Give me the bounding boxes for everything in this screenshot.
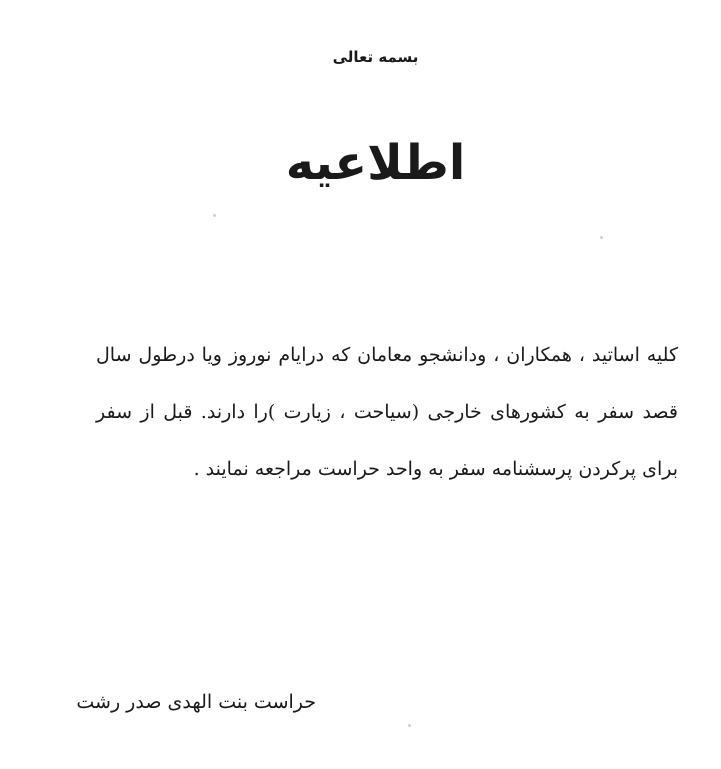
scan-speck xyxy=(600,236,603,239)
invocation-heading: بسمه تعالی xyxy=(332,48,419,66)
scan-speck xyxy=(408,724,411,727)
signature: حراست بنت الهدی صدر رشت xyxy=(76,691,316,713)
notice-body-line: قصد سفر به کشورهای خارجی (سیاحت ، زیارت )را دارند. قبل از سفر xyxy=(96,401,678,423)
notice-body xyxy=(96,336,678,507)
scan-speck xyxy=(213,214,216,217)
notice-title: اطلاعیه xyxy=(285,135,466,191)
notice-body-line: کلیه اساتید ، همکاران ، ودانشجو معامان که درایام نوروز ویا درطول سال xyxy=(96,344,678,366)
notice-body-line: برای پرکردن پرسشنامه سفر به واحد حراست مراجعه نمایند . xyxy=(193,458,678,480)
